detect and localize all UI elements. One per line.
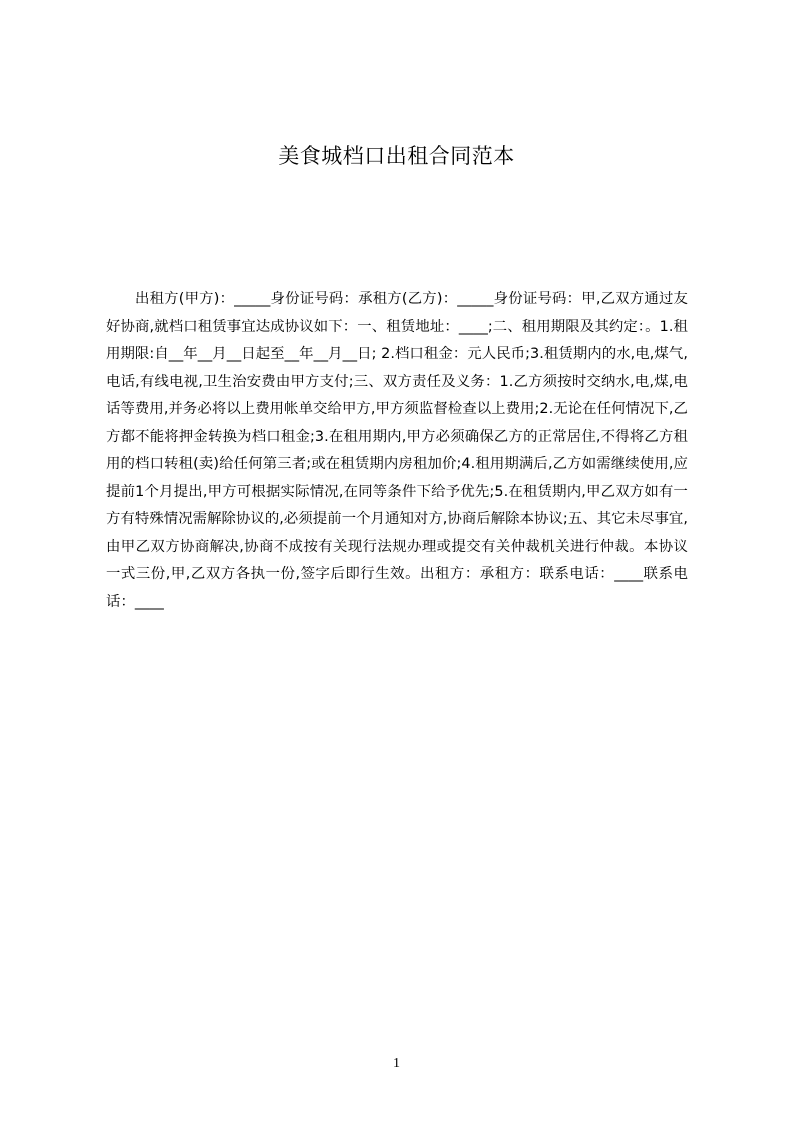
page-number: 1 — [393, 1056, 400, 1071]
document-title: 美食城档口出租合同范本 — [278, 144, 515, 168]
contract-body-paragraph: 出租方(甲方)：_____身份证号码：承租方(乙方)：_____身份证号码：甲,乙双方通过友好协商,就档口租赁事宜达成协议如下：一、租赁地址：____;二、租用期限及其约定：。1.租用期限:自__年__月__日起至__年__月__日; 2.档口租金：元人民币;3.租赁期内的水,电,煤气,电话,有线电视,卫生治安费由甲方支付;三、双方责任及义务：1.乙方须按时交纳水,电,煤,电话等费用,并务必将以上费用帐单交给甲方,甲方须监督检查以上费用;2.无论在任何情况下,乙方都不能将押金转换为档口租金;3.在租用期内,甲方必须确保乙方的正常居住,不得将乙方租用的档口转租(卖)给任何第三者;或在租赁期内房租加价;4.租用期满后,乙方如需继续使用,应提前1个月提出,甲方可根据实际情况,在同等条件下给予优先;5.在租赁期内,甲乙双方如有一方有特殊情况需解除协议的,必须提前一个月通知对方,协商后解除本协议;五、其它未尽事宜,由甲乙双方协商解决,协商不成按有关现行法规办理或提交有关仲裁机关进行仲裁。本协议一式三份,甲,乙双方各执一份,签字后即行生效。出租方：承租方：联系电话：____联系电话：____ — [106, 291, 688, 610]
